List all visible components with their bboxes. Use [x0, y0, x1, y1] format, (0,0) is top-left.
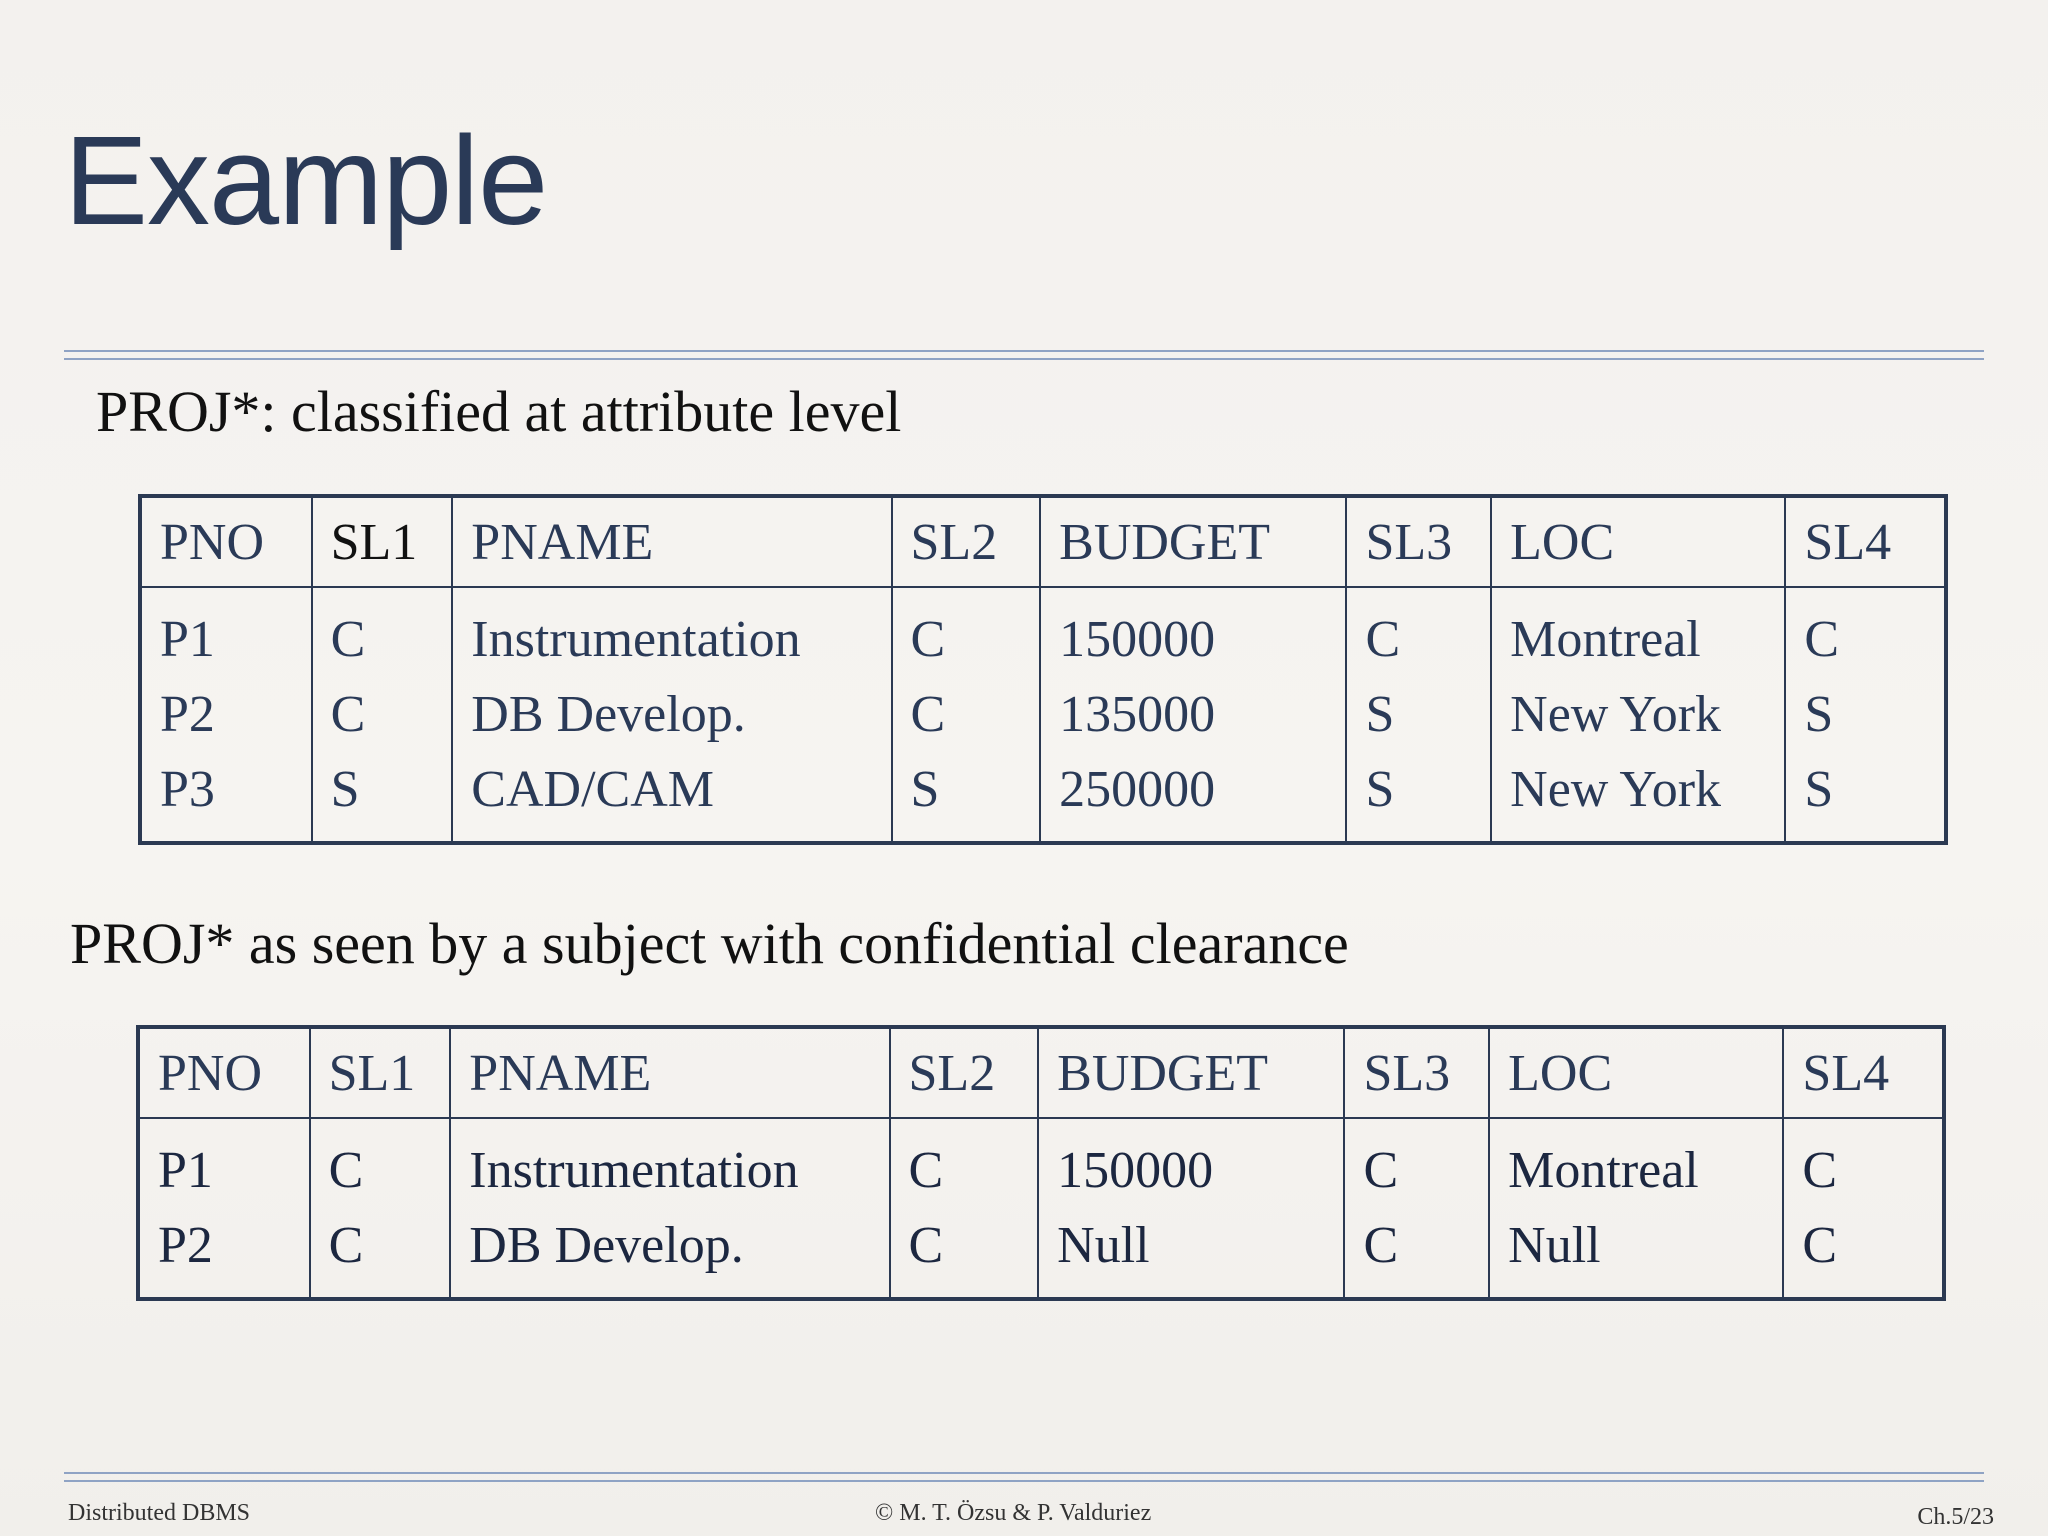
table-cell: New York [1491, 677, 1785, 752]
column-header-sl4: SL4 [1783, 1027, 1944, 1118]
column-header-pname: PNAME [450, 1027, 889, 1118]
table-cell: S [1785, 677, 1946, 752]
column-header-sl1: SL1 [312, 496, 453, 587]
footer-course-name: Distributed DBMS [68, 1500, 251, 1526]
table-cell: P1 [138, 1118, 310, 1208]
table-cell: 150000 [1038, 1118, 1344, 1208]
table-cell: S [1346, 677, 1491, 752]
table-cell: Montreal [1489, 1118, 1783, 1208]
table-cell: 150000 [1040, 587, 1346, 677]
table-row [138, 1208, 1944, 1299]
title-rule-upper [64, 350, 1984, 352]
table-cell: New York [1491, 752, 1785, 843]
footer-page-number: Ch.5/23 [1917, 1504, 1994, 1530]
column-header-sl1: SL1 [310, 1027, 451, 1118]
table-cell: P1 [140, 587, 312, 677]
table-cell: Instrumentation [450, 1118, 889, 1208]
column-header-loc: LOC [1491, 496, 1785, 587]
table-cell: C [310, 1118, 451, 1208]
column-header-sl3: SL3 [1346, 496, 1491, 587]
table-cell: C [312, 587, 453, 677]
column-header-sl2: SL2 [892, 496, 1041, 587]
column-header-budget: BUDGET [1040, 496, 1346, 587]
table-cell: C [1785, 587, 1946, 677]
table-cell: C [1783, 1208, 1944, 1299]
table-cell: DB Develop. [450, 1208, 889, 1299]
table-row [140, 587, 1946, 677]
column-header-pno: PNO [140, 496, 312, 587]
table-cell: C [1346, 587, 1491, 677]
table-cell: C [310, 1208, 451, 1299]
proj-attribute-level-table [138, 494, 1948, 845]
table-cell: C [1783, 1118, 1944, 1208]
table-cell: C [1344, 1118, 1489, 1208]
table-header-row [140, 496, 1946, 587]
table-cell: DB Develop. [452, 677, 891, 752]
table-row [140, 752, 1946, 843]
column-header-pname: PNAME [452, 496, 891, 587]
section2-caption: PROJ* as seen by a subject with confidential clearance [70, 911, 1349, 976]
table-cell: S [1346, 752, 1491, 843]
table-cell: P3 [140, 752, 312, 843]
table-cell: P2 [140, 677, 312, 752]
footer-copyright: © M. T. Özsu & P. Valduriez [875, 1500, 1152, 1526]
section1-caption: PROJ*: classified at attribute level [96, 379, 902, 444]
table-cell: C [890, 1118, 1039, 1208]
table-cell: P2 [138, 1208, 310, 1299]
table-cell: Null [1038, 1208, 1344, 1299]
table-header-row [138, 1027, 1944, 1118]
footer-rule-lower [64, 1480, 1984, 1482]
column-header-sl2: SL2 [890, 1027, 1039, 1118]
title-rule-lower [64, 358, 1984, 360]
table-cell: C [892, 587, 1041, 677]
table-cell: Montreal [1491, 587, 1785, 677]
table-cell: C [890, 1208, 1039, 1299]
table-cell: S [892, 752, 1041, 843]
column-header-sl3: SL3 [1344, 1027, 1489, 1118]
table-row [140, 677, 1946, 752]
table-cell: CAD/CAM [452, 752, 891, 843]
table-row [138, 1118, 1944, 1208]
column-header-budget: BUDGET [1038, 1027, 1344, 1118]
column-header-sl4: SL4 [1785, 496, 1946, 587]
table-cell: 250000 [1040, 752, 1346, 843]
table-cell: Null [1489, 1208, 1783, 1299]
table-cell: C [312, 677, 453, 752]
table-cell: S [1785, 752, 1946, 843]
table-cell: S [312, 752, 453, 843]
footer-rule-upper [64, 1472, 1984, 1474]
table-cell: 135000 [1040, 677, 1346, 752]
column-header-loc: LOC [1489, 1027, 1783, 1118]
slide-title: Example [64, 110, 548, 251]
table-cell: C [892, 677, 1041, 752]
proj-confidential-view-table [136, 1025, 1946, 1301]
table-cell: C [1344, 1208, 1489, 1299]
column-header-pno: PNO [138, 1027, 310, 1118]
table-cell: Instrumentation [452, 587, 891, 677]
